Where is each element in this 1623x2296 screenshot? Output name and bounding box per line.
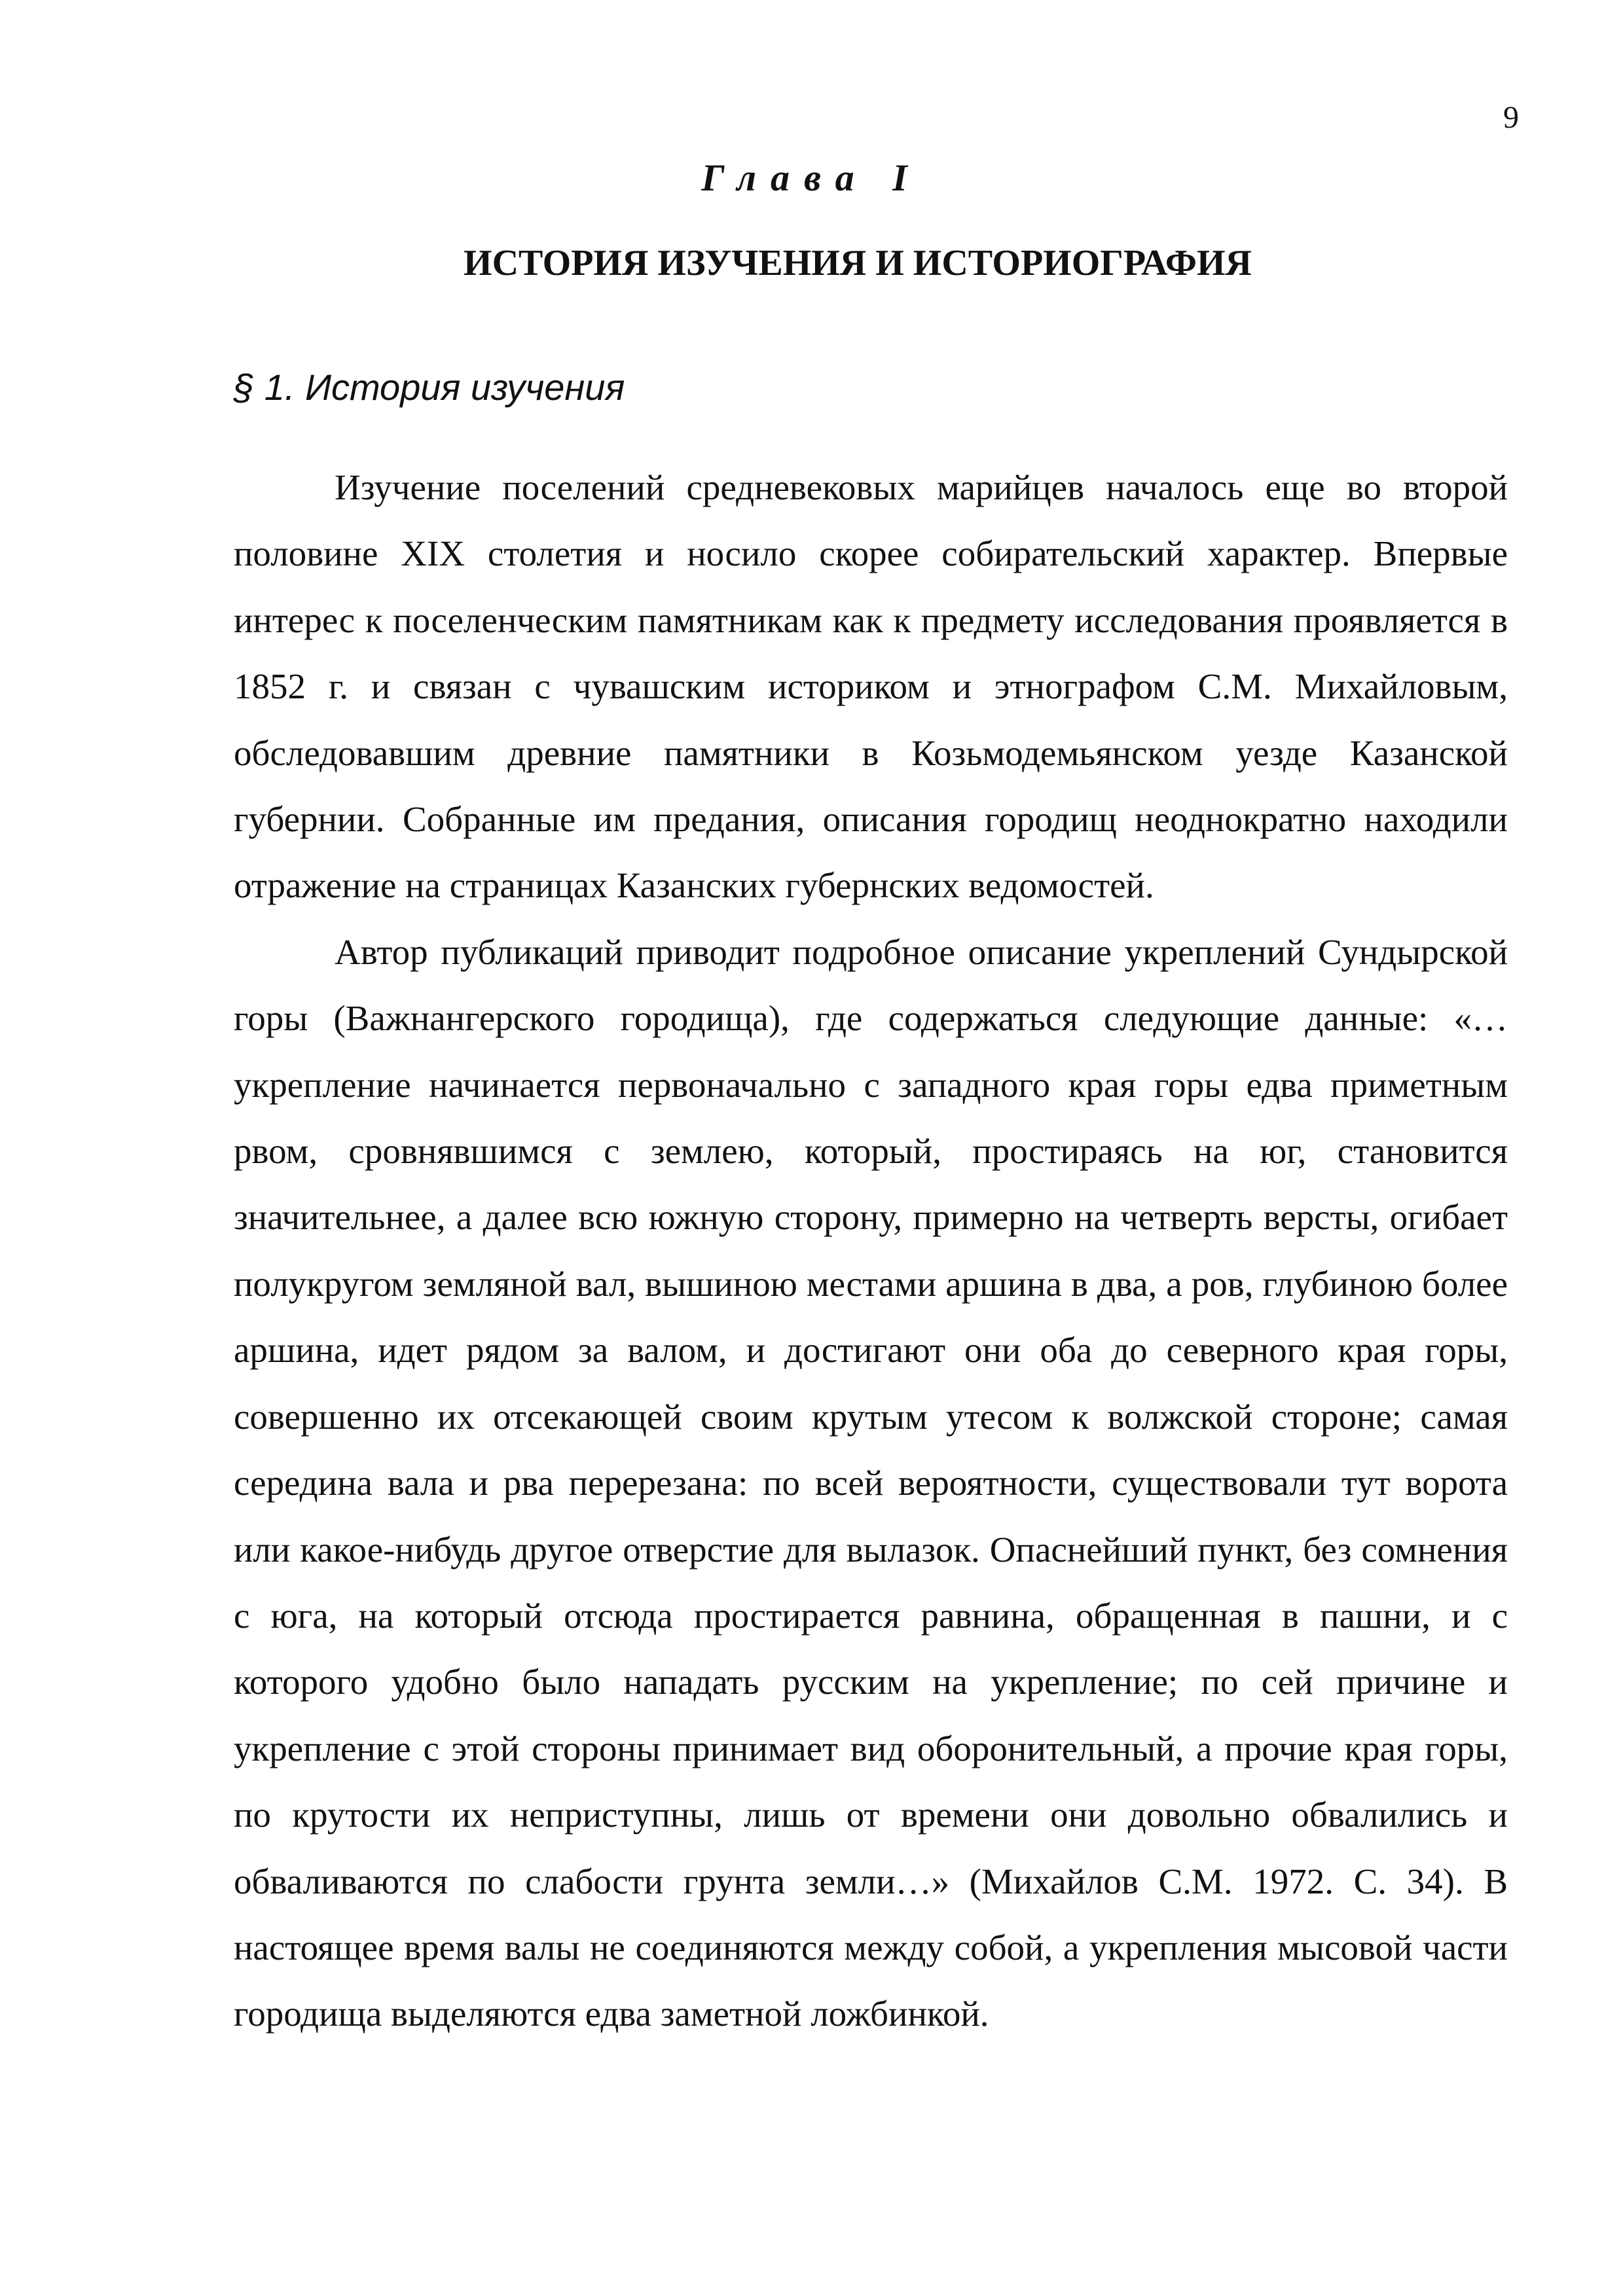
chapter-label: Глава I [701,156,922,199]
paragraph: Автор публикаций приводит подробное описание укреплений Сундырской горы (Важнангерского городища), где содержаться следующие данные: «…укрепление начинается первоначально с западного края горы едва приметным рвом, сровнявшимся с землею, который, простираясь на юг, становится значительнее, а далее всю южную сторону, примерно на четверть версты, огибает полукругом земляной вал, вышиною местами аршина в два, а ров, глубиною более аршина, идет рядом за валом, и достигают они оба до северного края горы, совершенно их отсекающей своим крутым утесом к волжской стороне; самая середина вала и рва перерезана: по всей вероятности, существовали тут ворота или какое-нибудь другое отверстие для вылазок. Опаснейший пункт, без сомнения с юга, на который отсюда простирается равнина, обращенная в пашни, и с которого удобно было нападать русским на укрепление; по сей причине и укрепление с этой стороны принимает вид оборонительный, а прочие края горы, по крутости их неприступны, лишь от времени они довольно обвалились и обваливаются по слабости грунта земли…» (Михайлов С.М. 1972. С. 34). В настоящее время валы не соединяются между собой, а укрепления мысовой части городища выделяются едва заметной ложбинкой. [234,931,1508,2034]
page-number: 9 [1503,100,1519,135]
paragraph: Изучение поселений средневековых марийцев началось еще во второй половине XIX столетия и носило скорее собирательский характер. Впервые интерес к поселенческим памятникам как к предмету исследования проявляется в 1852 г. и связан с чувашским историком и этнографом С.М. Михайловым, обследовавшим древние памятники в Козьмодемьянском уезде Казанской губернии. Собранные им предания, описания городищ неоднократно находили отражение на страницах Казанских губернских ведомостей. [234,467,1508,906]
section-title: § 1. История изучения [234,367,625,408]
body-text [234,454,1508,2047]
chapter-title: ИСТОРИЯ ИЗУЧЕНИЯ И ИСТОРИОГРАФИЯ [464,243,1252,283]
